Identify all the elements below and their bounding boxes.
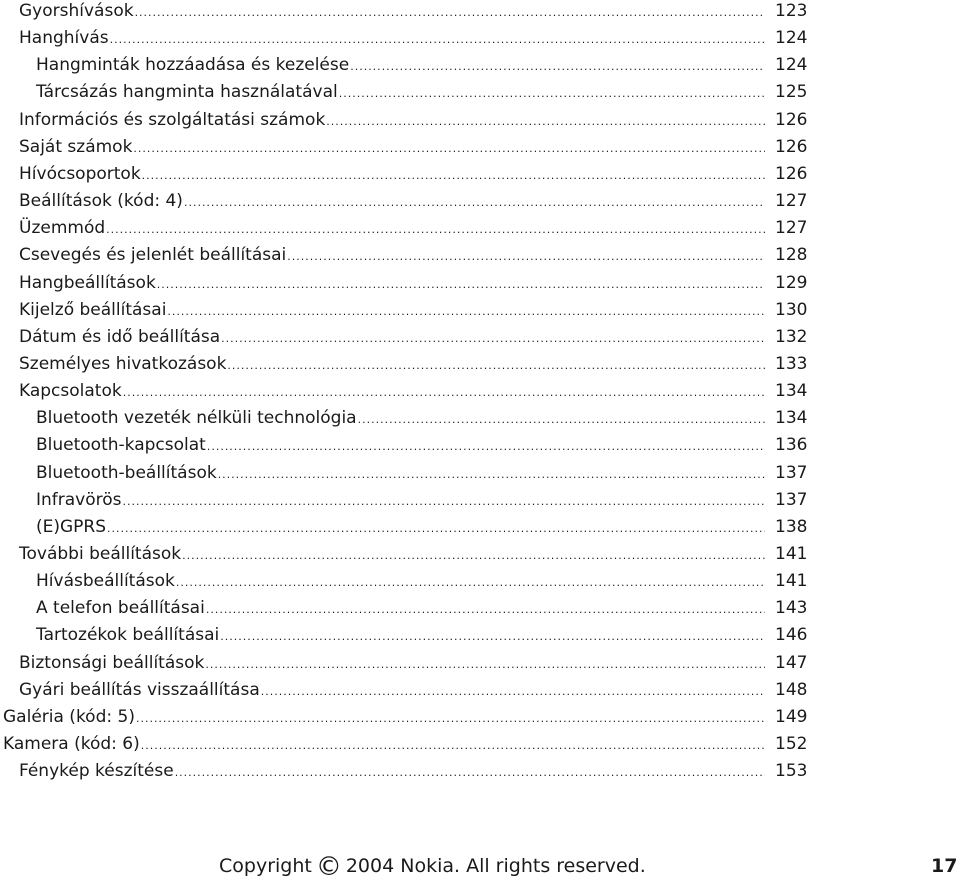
toc-dot-leader	[261, 678, 765, 705]
toc-entry-page-number: 143	[775, 598, 808, 619]
toc-entry[interactable]	[19, 324, 808, 351]
toc-entry-title: Bluetooth vezeték nélküli technológia	[36, 408, 357, 429]
toc-entry-page-number: 129	[775, 272, 808, 293]
toc-entry-page-number: 123	[775, 1, 808, 21]
toc-entry-title: Kijelző beállításai	[19, 299, 167, 320]
toc-entry[interactable]	[36, 405, 808, 432]
toc-entry-title: Saját számok	[19, 136, 133, 157]
copyright-notice	[219, 852, 646, 882]
toc-entry[interactable]	[19, 758, 808, 785]
toc-entry-title: Üzemmód	[19, 218, 106, 239]
toc-entry-page-number: 152	[775, 734, 808, 755]
toc-entry[interactable]	[19, 677, 808, 704]
toc-entry-title: Beállítások (kód: 4)	[19, 191, 183, 212]
toc-entry-page-number: 141	[775, 571, 808, 592]
toc-entry-page-number: 124	[775, 55, 808, 76]
toc-dot-leader	[287, 243, 765, 270]
toc-entry-page-number: 133	[775, 353, 808, 374]
toc-entry-title: Dátum és idő beállítása	[19, 326, 221, 347]
toc-dot-leader	[106, 216, 765, 243]
toc-dot-leader	[107, 515, 765, 542]
toc-dot-leader	[142, 162, 765, 189]
toc-dot-leader	[141, 732, 765, 759]
toc-dot-leader	[136, 705, 765, 732]
toc-entry[interactable]	[19, 215, 808, 242]
toc-dot-leader	[227, 352, 765, 379]
toc-entry-page-number: 136	[775, 435, 808, 456]
toc-entry-title: Hívócsoportok	[19, 163, 141, 184]
page-number: 17	[931, 855, 958, 877]
toc-entry-page-number: 148	[775, 679, 808, 700]
toc-entry[interactable]	[36, 52, 808, 79]
toc-entry[interactable]	[19, 378, 808, 405]
toc-entry-title: Hívásbeállítások	[36, 571, 175, 592]
toc-entry-title: Kamera (kód: 6)	[3, 734, 140, 755]
toc-dot-leader	[358, 406, 765, 433]
toc-entry-title: Tartozékok beállításai	[36, 625, 220, 646]
toc-entry[interactable]	[19, 188, 808, 215]
toc-dot-leader	[176, 569, 765, 596]
toc-entry[interactable]	[36, 460, 808, 487]
toc-dot-leader	[221, 325, 765, 352]
toc-dot-leader	[218, 461, 765, 488]
toc-entry[interactable]	[19, 650, 808, 677]
toc-entry-page-number: 127	[775, 191, 808, 212]
toc-entry-page-number: 126	[775, 163, 808, 184]
toc-entry[interactable]	[3, 704, 808, 731]
toc-entry-title: Bluetooth-kapcsolat	[36, 435, 206, 456]
toc-entry-page-number: 141	[775, 544, 808, 564]
toc-entry[interactable]	[3, 731, 808, 758]
toc-entry-page-number: 126	[775, 136, 808, 157]
toc-entry-title: Csevegés és jelenlét beállításai	[19, 245, 287, 266]
toc-entry-title: (E)GPRS	[36, 516, 107, 537]
toc-entry-page-number: 127	[775, 218, 808, 239]
toc-entry-page-number: 134	[775, 408, 808, 429]
toc-entry[interactable]	[19, 107, 808, 134]
toc-entry[interactable]	[19, 161, 808, 188]
copyright-prefix: Copyright	[219, 855, 312, 877]
toc-dot-leader	[123, 379, 765, 406]
toc-entry-title: Biztonsági beállítások	[19, 652, 205, 673]
toc-entry-page-number: 146	[775, 625, 808, 646]
toc-entry[interactable]	[19, 134, 808, 161]
toc-dot-leader	[326, 108, 765, 135]
toc-entry-page-number: 149	[775, 706, 808, 727]
toc-entry-title: Információs és szolgáltatási számok	[19, 109, 326, 130]
toc-dot-leader	[205, 651, 765, 678]
toc-entry[interactable]	[19, 270, 808, 297]
toc-entry-title: Gyorshívások	[19, 1, 134, 21]
toc-entry[interactable]	[36, 595, 808, 622]
toc-entry[interactable]	[36, 487, 808, 514]
toc-entry-page-number: 128	[775, 245, 808, 266]
toc-entry-title: Fénykép készítése	[19, 761, 174, 782]
toc-dot-leader	[133, 135, 765, 162]
toc-dot-leader	[220, 623, 765, 650]
toc-entry-page-number: 125	[775, 82, 808, 103]
toc-entry[interactable]	[19, 25, 808, 52]
copyright-suffix: 2004 Nokia. All rights reserved.	[345, 855, 646, 877]
toc-entry-title: Hangbeállítások	[19, 272, 156, 293]
toc-dot-leader	[123, 488, 765, 515]
toc-entry[interactable]	[36, 514, 808, 541]
toc-dot-leader	[184, 189, 765, 216]
toc-dot-leader	[110, 26, 765, 53]
toc-dot-leader	[175, 759, 765, 786]
toc-entry-title: Bluetooth-beállítások	[36, 462, 217, 483]
toc-entry-page-number: 137	[775, 489, 808, 510]
toc-entry-page-number: 124	[775, 28, 808, 49]
toc-entry[interactable]	[36, 79, 808, 106]
toc-entry[interactable]	[19, 297, 808, 324]
toc-entry-title: További beállítások	[19, 544, 182, 564]
toc-entry-page-number: 132	[775, 326, 808, 347]
toc-entry-title: Galéria (kód: 5)	[3, 706, 135, 727]
toc-entry-title: Infravörös	[36, 489, 122, 510]
toc-entry-page-number: 137	[775, 462, 808, 483]
toc-entry-page-number: 147	[775, 652, 808, 673]
toc-entry-page-number: 134	[775, 381, 808, 402]
toc-entry[interactable]	[19, 351, 808, 378]
copyright-icon: ©	[315, 852, 342, 882]
toc-entry[interactable]	[36, 568, 808, 595]
toc-entry-title: A telefon beállításai	[36, 598, 205, 619]
toc-entry-title: Hanghívás	[19, 28, 109, 49]
toc-dot-leader	[182, 542, 765, 569]
toc-entry-page-number: 153	[775, 761, 808, 782]
toc-dot-leader	[206, 596, 765, 623]
toc-dot-leader	[167, 298, 765, 325]
toc-dot-leader	[157, 271, 765, 298]
toc-entry[interactable]	[19, 0, 808, 25]
toc-entry[interactable]	[19, 242, 808, 269]
toc-dot-leader	[339, 80, 765, 107]
toc-dot-leader	[207, 433, 765, 460]
toc-entry[interactable]	[19, 541, 808, 568]
toc-dot-leader	[350, 53, 765, 80]
toc-entry-title: Személyes hivatkozások	[19, 353, 227, 374]
toc-entry-title: Hangminták hozzáadása és kezelése	[36, 55, 350, 76]
toc-entry-page-number: 126	[775, 109, 808, 130]
toc-entry-page-number: 130	[775, 299, 808, 320]
toc-entry-title: Kapcsolatok	[19, 381, 122, 402]
toc-entry[interactable]	[36, 622, 808, 649]
toc-entry-page-number: 138	[775, 516, 808, 537]
toc-entry[interactable]	[36, 432, 808, 459]
page-footer	[0, 852, 960, 885]
toc-entry-title: Gyári beállítás visszaállítása	[19, 679, 260, 700]
toc-entry-title: Tárcsázás hangminta használatával	[36, 82, 338, 103]
toc-dot-leader	[135, 0, 765, 26]
